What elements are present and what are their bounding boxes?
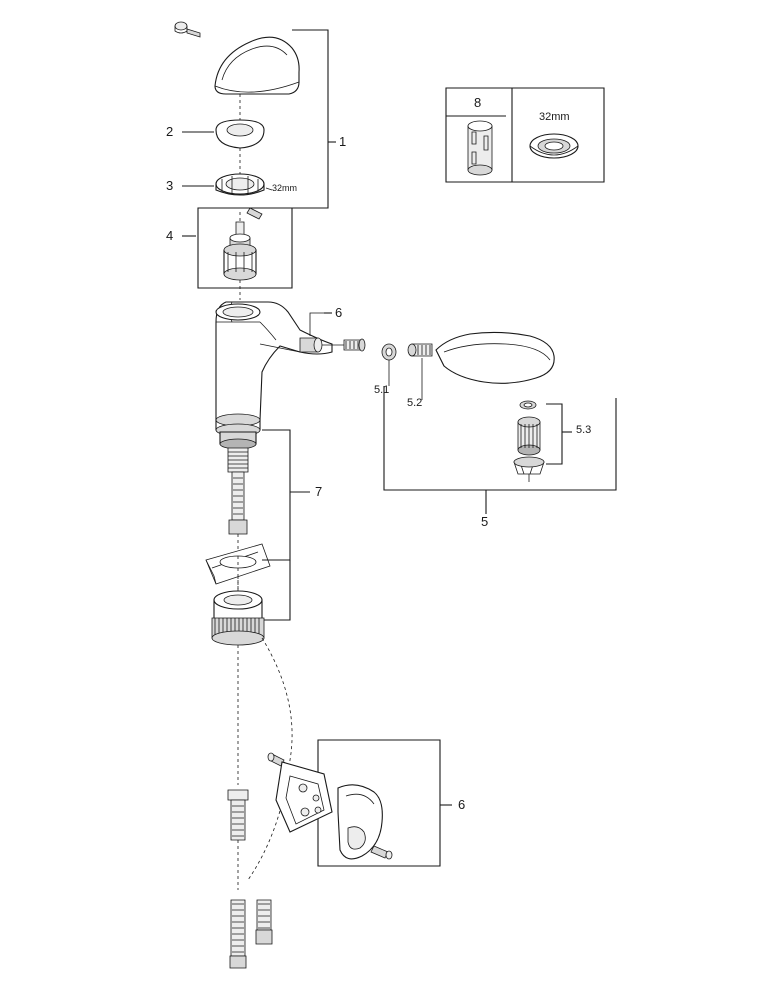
callout-6-upper: 6 xyxy=(335,305,343,320)
callout-7: 7 xyxy=(315,484,323,499)
part-8-box xyxy=(446,88,604,182)
part-6-wall-bracket xyxy=(268,740,452,866)
callout-2: 2 xyxy=(166,124,174,139)
callout-8: 8 xyxy=(474,95,482,110)
callout-3: 3 xyxy=(166,178,174,193)
dimension-note-32mm-item3: 32mm xyxy=(272,183,298,193)
part-handle-lever xyxy=(175,22,332,968)
callout-5-2: 5.2 xyxy=(407,397,423,409)
bracket-item-7 xyxy=(262,430,310,620)
part-3-nut xyxy=(216,174,272,195)
callout-5: 5 xyxy=(481,514,489,529)
handle-set-screw xyxy=(175,22,200,37)
dimension-note-32mm-item8: 32mm xyxy=(539,111,570,123)
part-mounting-studs xyxy=(230,900,272,968)
callout-6-lower: 6 xyxy=(458,797,466,812)
callout-5-1: 5.1 xyxy=(374,384,390,396)
callout-5-3: 5.3 xyxy=(576,424,592,436)
callout-1: 1 xyxy=(339,134,347,149)
callout-4: 4 xyxy=(166,228,174,243)
part-4-cartridge xyxy=(198,208,292,300)
part-2-cap xyxy=(216,120,264,176)
